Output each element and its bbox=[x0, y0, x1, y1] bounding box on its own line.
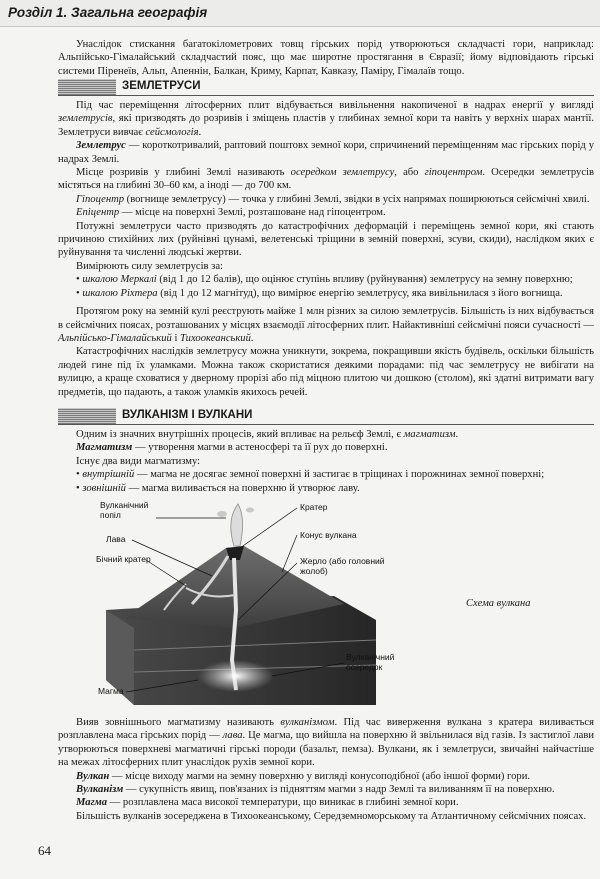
eq-bullet-mercalli: • шкалою Меркалі (від 1 до 12 балів), що оцінює ступінь впливу (руйнування) землетрусу на земну поверхню; bbox=[76, 274, 573, 286]
eq-paragraph-5: Протягом року на земній кулі реєструють майже 1 млн різних за силою землетрусів. Більшість із них відбувається в сейсмічних поясах, розташованих у місцях взаємодії літосферних плит. Найактивніші сейсмічні пояси сучасності — Альпійсько-Гімалайський і Тихоокеанський. bbox=[58, 306, 594, 344]
eq-paragraph-2: Місце розривів у глибині Землі називають осередком землетрусу, або гіпоцентром. Осередки землетрусів містяться на глибині 30–60 км, а іноді — до 700 км. bbox=[58, 167, 594, 192]
intro-paragraph: Унаслідок стискання багатокілометрових товщ гірських порід утворюються складчасті гори, наприклад: Альпійсько-Гімалайський складчастий пояс, що має широтне простягання в Євразії; йому відповідають гірські системи Піренеїв, Альп, Апеннін, Балкан, Криму, Карпат, Кавказу, Паміру, Гімалаїв тощо. bbox=[58, 39, 594, 77]
eq-paragraph-6: Катастрофічних наслідків землетрусу можна уникнути, зокрема, покращивши якість будівель, оскільки більшість людей гине під їх уламками. Можна також скористатися деякими порадами: під час землетрусу не вибігати на вулицю, а краще сховатися у дверному прорізі або під міцною плитою чи дошкою (столом), які здатні витримати вагу предметів, що падають, а також уламків якихось речей. bbox=[58, 346, 594, 398]
section-volcanism-header bbox=[58, 408, 594, 424]
section-stripe-icon bbox=[58, 408, 116, 424]
eq-bullet-richter: • шкалою Ріхтера (від 1 до 12 магнітуд), що вимірює енергію землетрусу, яка вивільнилася з його вогнища. bbox=[76, 287, 563, 299]
vol-magmatism-def: Магматизм — утворення магми в астеносфері та її рух до поверхні. bbox=[76, 442, 388, 454]
section-title-earthquakes: ЗЕМЛЕТРУСИ bbox=[122, 80, 201, 92]
intro-block bbox=[58, 38, 594, 78]
label-crater: Кратер bbox=[300, 502, 328, 512]
label-magma: Магма bbox=[98, 686, 124, 696]
eq-paragraph-1: Під час переміщення літосферних плит відбувається вивільнення накопиченої в надрах енергії у вигляді землетрусів, які призводять до розривів і зміщень пластів у глибинах земної кори та навіть у верхніх шарах мантії. Землетруси вивчає сейсмологія. bbox=[58, 100, 594, 138]
volcanism-block bbox=[58, 428, 594, 495]
vol-paragraph-2: Існує два види магматизму: bbox=[76, 455, 201, 467]
eq-paragraph-3: Потужні землетруси часто призводять до катастрофічних деформацій і переміщень земної кори, які стають причиною стихійних лих (руйнівні цунамі, велетенські тріщини в земній поверхні, зсуви, скиди), наслідком яких є руйнування та численні людські жертви. bbox=[58, 220, 594, 259]
section-earthquakes-header bbox=[58, 79, 594, 95]
section-stripe-icon bbox=[58, 79, 116, 95]
vol-volcanism-def: Вулканізм — сукупність явищ, пов'язаних із підняттям магми з надр Землі та виливанням її на поверхню. bbox=[76, 784, 555, 796]
eq-epicenter-def: Епіцентр — місце на поверхні Землі, розташоване над гіпоцентром. bbox=[76, 207, 386, 219]
label-volcano-cone: Конус вулкана bbox=[300, 530, 357, 540]
chapter-title: Розділ 1. Загальна географія bbox=[8, 5, 208, 20]
eq-definition: Землетрус — короткотривалий, раптовий поштовх земної кори, спричинений переміщенням мас гірських порід у надрах Землі. bbox=[58, 140, 594, 165]
vol-volcano-def: Вулкан — місце виходу магми на земну поверхню у вигляді конусоподібної (або іншої форми) гори. bbox=[76, 770, 531, 782]
volcanism-block-2 bbox=[58, 716, 594, 823]
chapter-header bbox=[0, 0, 600, 27]
section-rule bbox=[58, 95, 594, 97]
eq-hypocenter-def: Гіпоцентр (вогнище землетрусу) — точка у глибині Землі, звідки в усіх напрямах поширюються сейсмічні хвилі. bbox=[76, 193, 590, 205]
label-volcanic-chamber: Вулканічний осередок bbox=[346, 652, 395, 672]
volcano-diagram bbox=[94, 500, 394, 710]
label-volcanic-ash: Вулканічний попіл bbox=[100, 500, 149, 520]
section-title-volcanism: ВУЛКАНІЗМ І ВУЛКАНИ bbox=[122, 409, 253, 421]
vol-paragraph-1: Одним із значних внутрішніх процесів, який впливає на рельєф Землі, є магматизм. bbox=[76, 429, 459, 440]
vol-magma-def: Магма — розплавлена маса високої температури, що виникає в глибині земної кори. bbox=[76, 797, 459, 809]
vol-paragraph-3: Вияв зовнішнього магматизму називають вулканізмом. Під час виверження вулкана з кратера виливається розплавлена маса гірських порід — лава. Це магма, що вийшла на поверхню й звільнилася від газів. Із застиглої лави утворюються поверхневі магматичні гірські породи (базальт, пемза). Вулкани, як і землетруси, звичайні найчастіше на межах літосферних плит унаслідок рухів земної кори. bbox=[58, 717, 594, 769]
page-number: 64 bbox=[38, 843, 51, 858]
eq-paragraph-4: Вимірюють силу землетрусів за: bbox=[76, 260, 223, 272]
label-lava: Лава bbox=[106, 534, 126, 544]
figure-caption: Схема вулкана bbox=[466, 598, 531, 609]
vol-paragraph-4: Більшість вулканів зосереджена в Тихоокеанському, Середземноморському та Атлантичному сейсмічних поясах. bbox=[76, 810, 587, 822]
earthquakes-block bbox=[58, 99, 594, 399]
vol-bullet-internal: • внутрішній — магма не досягає земної поверхні й застигає в тріщинах і порожнинах земної поверхні; bbox=[76, 469, 545, 481]
label-side-crater: Бічний кратер bbox=[96, 554, 151, 564]
label-vent: Жерло (або головний жолоб) bbox=[300, 556, 385, 576]
section-rule bbox=[58, 424, 594, 426]
vol-bullet-external: • зовнішній — магма виливається на поверхню й утворює лаву. bbox=[76, 482, 360, 494]
